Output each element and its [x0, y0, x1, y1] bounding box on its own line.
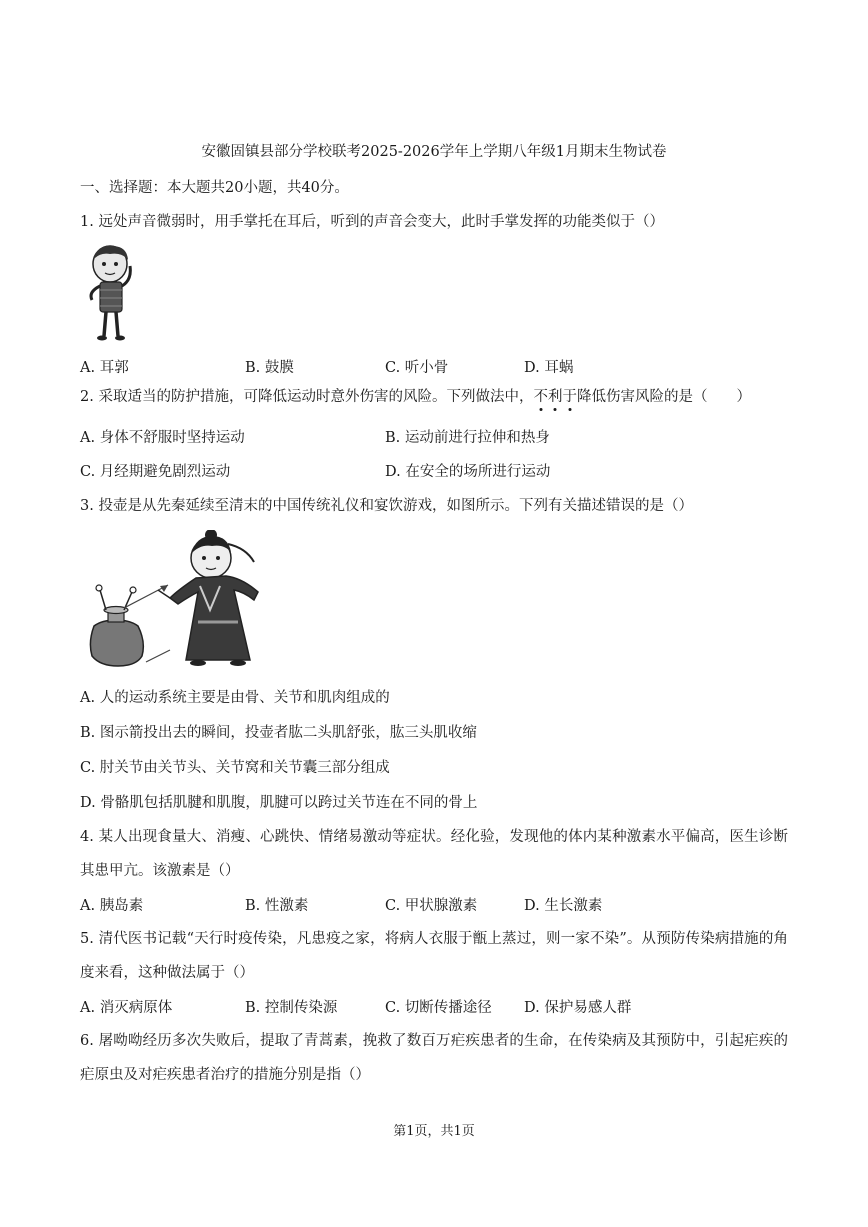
question-2-stem-suffix: 降低伤害风险的是（ ）	[576, 389, 751, 405]
question-1-option-b: B. 鼓膜	[245, 360, 294, 376]
question-4-option-d: D. 生长激素	[524, 898, 603, 914]
question-2-stem	[80, 387, 751, 407]
question-4-option-c: C. 甲状腺激素	[385, 898, 478, 914]
question-2-emphasis-char: 利	[547, 389, 563, 405]
page-footer: 第1页，共1页	[393, 1124, 475, 1139]
question-1-option-c: C. 听小骨	[385, 360, 449, 376]
question-5-option-b: B. 控制传染源	[245, 1000, 338, 1016]
question-5-option-d: D. 保护易感人群	[524, 1000, 632, 1016]
question-4-option-b: B. 性激素	[245, 898, 309, 914]
question-2-option-a: A. 身体不舒服时坚持运动	[80, 430, 245, 446]
question-1-stem: 1. 远处声音微弱时，用手掌托在耳后，听到的声音会变大，此时手掌发挥的功能类似于（）	[80, 214, 664, 230]
question-6-stem: 6. 屠呦呦经历多次失败后，提取了青蒿素，挽救了数百万疟疾患者的生命，在传染病及其预防中，引起疟疾的疟原虫及对疟疾患者治疗的措施分别是指（）	[80, 1033, 788, 1083]
section-heading: 一、选择题：本大题共20小题，共40分。	[80, 180, 349, 196]
question-3-option-b: B. 图示箭投出去的瞬间，投壶者肱二头肌舒张，肱三头肌收缩	[80, 725, 477, 741]
question-3-option-c: C. 肘关节由关节头、关节窝和关节囊三部分组成	[80, 760, 390, 776]
question-3-stem: 3. 投壶是从先秦延续至清末的中国传统礼仪和宴饮游戏，如图所示。下列有关描述错误的是（）	[80, 498, 693, 514]
question-2-option-d: D. 在安全的场所进行运动	[385, 464, 551, 480]
question-3-option-d: D. 骨骼肌包括肌腱和肌腹，肌腱可以跨过关节连在不同的骨上	[80, 795, 478, 811]
question-1-option-d: D. 耳蜗	[524, 360, 574, 376]
question-5-option-c: C. 切断传播途径	[385, 1000, 492, 1016]
question-1-option-a: A. 耳郭	[80, 360, 129, 376]
question-3-option-a: A. 人的运动系统主要是由骨、关节和肌肉组成的	[80, 690, 390, 706]
question-2-option-c: C. 月经期避免剧烈运动	[80, 464, 231, 480]
question-4-option-a: A. 胰岛素	[80, 898, 144, 914]
question-5-stem: 5. 清代医书记载“天行时疫传染，凡患疫之家，将病人衣服于甑上蒸过，则一家不染”。从预防传染病措施的角度来看，这种做法属于（）	[80, 931, 788, 981]
listening-boy-illustration	[80, 242, 142, 342]
question-2-emphasis-char: 不	[533, 389, 548, 405]
page-title: 安徽固镇县部分学校联考2025-2026学年上学期八年级1月期末生物试卷	[201, 144, 667, 160]
question-5-option-a: A. 消灭病原体	[80, 1000, 173, 1016]
question-4-stem: 4. 某人出现食量大、消瘦、心跳快、情绪易激动等症状。经化验，发现他的体内某种激素水平偏高，医生诊断其患甲亢。该激素是（）	[80, 829, 788, 879]
question-2-emphasis-char: 于	[562, 389, 577, 405]
question-2-option-b: B. 运动前进行拉伸和热身	[385, 430, 550, 446]
question-2-stem-prefix: 2. 采取适当的防护措施，可降低运动时意外伤害的风险。下列做法中，	[80, 389, 534, 405]
touhu-game-illustration	[78, 530, 268, 670]
